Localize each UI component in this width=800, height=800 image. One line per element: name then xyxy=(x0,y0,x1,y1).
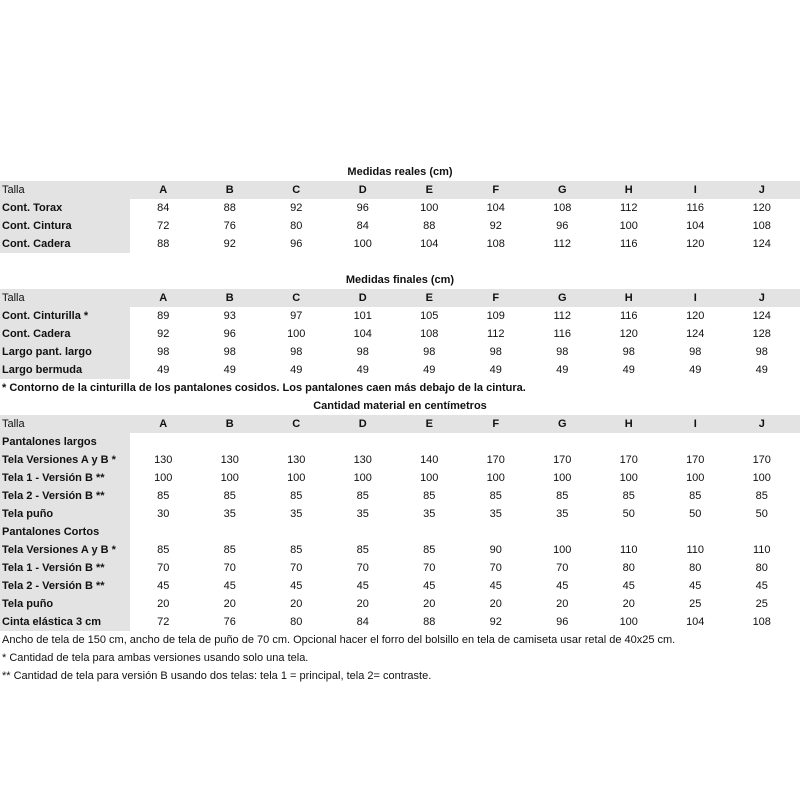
table-cell: 85 xyxy=(157,490,170,502)
table-row xyxy=(0,541,800,559)
table-cell: 45 xyxy=(689,580,702,592)
size-header: C xyxy=(292,292,301,304)
size-header: C xyxy=(292,418,301,430)
table-cell: 45 xyxy=(290,580,303,592)
table-cell: 92 xyxy=(157,328,170,340)
table-cell: 130 xyxy=(353,454,372,466)
table-cell: 101 xyxy=(353,310,372,322)
size-header: J xyxy=(758,184,765,196)
size-header: I xyxy=(693,418,697,430)
table-cell: 76 xyxy=(223,616,236,628)
size-header: E xyxy=(425,184,433,196)
table-cell: 80 xyxy=(755,562,768,574)
table-cell: 98 xyxy=(157,346,170,358)
table-cell: 49 xyxy=(489,364,502,376)
table-cell: 120 xyxy=(686,310,705,322)
table-row xyxy=(0,343,800,361)
table-cell: 49 xyxy=(423,364,436,376)
table-cell: 130 xyxy=(220,454,239,466)
table-cell: 140 xyxy=(420,454,439,466)
table-cell: 108 xyxy=(420,328,439,340)
table-cell: 112 xyxy=(486,328,505,340)
table-cell: 49 xyxy=(290,364,303,376)
table-cell: 85 xyxy=(755,490,768,502)
table-cell: 49 xyxy=(622,364,635,376)
table-cell: 30 xyxy=(157,508,170,520)
table-row xyxy=(0,577,800,595)
size-header: B xyxy=(225,418,234,430)
table-cell: 35 xyxy=(489,508,502,520)
table-cell: 100 xyxy=(619,472,638,484)
table-cell: 25 xyxy=(755,598,768,610)
size-header: D xyxy=(358,418,367,430)
row-label: Tela 2 - Versión B ** xyxy=(0,487,130,505)
spacer xyxy=(0,253,800,271)
size-header: H xyxy=(624,184,633,196)
table-cell: 108 xyxy=(752,220,771,232)
table-cell: 45 xyxy=(157,580,170,592)
table-cell: 20 xyxy=(556,598,569,610)
table-cell: 35 xyxy=(290,508,303,520)
group-label-pantalones-largos: Pantalones largos xyxy=(0,433,130,451)
table-cell: 70 xyxy=(489,562,502,574)
size-header: B xyxy=(225,292,234,304)
size-header: D xyxy=(358,292,367,304)
table-cell: 90 xyxy=(489,544,502,556)
table-cell: 84 xyxy=(157,202,170,214)
table-cell: 84 xyxy=(356,616,369,628)
table-cell: 45 xyxy=(556,580,569,592)
table-row xyxy=(0,451,800,469)
table-cell: 20 xyxy=(489,598,502,610)
row-label: Cont. Cintura xyxy=(0,217,130,235)
size-header: H xyxy=(624,418,633,430)
table-cell: 80 xyxy=(689,562,702,574)
row-label: Tela puño xyxy=(0,505,130,523)
table-cell: 104 xyxy=(353,328,372,340)
size-header: F xyxy=(492,184,500,196)
table-cell: 96 xyxy=(290,238,303,250)
table-cell: 100 xyxy=(287,472,306,484)
size-header: G xyxy=(557,418,567,430)
table-cell: 170 xyxy=(686,454,705,466)
table-cell: 98 xyxy=(755,346,768,358)
table-cell: 100 xyxy=(486,472,505,484)
footnote: * Cantidad de tela para ambas versiones usando solo una tela. xyxy=(2,652,309,664)
table-cell: 85 xyxy=(423,490,436,502)
table-cell: 98 xyxy=(290,346,303,358)
table-cell: 98 xyxy=(423,346,436,358)
size-header: D xyxy=(358,184,367,196)
table-cell: 80 xyxy=(622,562,635,574)
table-row xyxy=(0,613,800,631)
table-cell: 100 xyxy=(553,544,572,556)
table-cell: 35 xyxy=(556,508,569,520)
table-cell: 85 xyxy=(356,490,369,502)
table-cell: 96 xyxy=(556,220,569,232)
table-cell: 112 xyxy=(553,310,572,322)
table-cell: 97 xyxy=(290,310,303,322)
table1-header-row xyxy=(0,181,800,199)
table-cell: 130 xyxy=(287,454,306,466)
table-cell: 100 xyxy=(553,472,572,484)
size-header: A xyxy=(159,292,168,304)
table-cell: 45 xyxy=(489,580,502,592)
table-cell: 85 xyxy=(689,490,702,502)
row-label: Cont. Cadera xyxy=(0,235,130,253)
table-cell: 120 xyxy=(619,328,638,340)
table-cell: 104 xyxy=(686,220,705,232)
table-cell: 100 xyxy=(686,472,705,484)
row-label: Tela Versiones A y B * xyxy=(0,451,130,469)
table-cell: 92 xyxy=(489,220,502,232)
table-cell: 116 xyxy=(686,202,705,214)
measurement-sheet xyxy=(0,163,800,685)
table-cell: 80 xyxy=(290,616,303,628)
table-cell: 50 xyxy=(622,508,635,520)
table-cell: 108 xyxy=(486,238,505,250)
table-cell: 104 xyxy=(686,616,705,628)
size-header: H xyxy=(624,292,633,304)
row-label: Tela 1 - Versión B ** xyxy=(0,559,130,577)
table-cell: 100 xyxy=(420,472,439,484)
table-cell: 49 xyxy=(755,364,768,376)
row-label: Cinta elástica 3 cm xyxy=(0,613,130,631)
table-cell: 98 xyxy=(556,346,569,358)
table-cell: 130 xyxy=(154,454,173,466)
table-row xyxy=(0,487,800,505)
table-cell: 70 xyxy=(223,562,236,574)
table-cell: 49 xyxy=(556,364,569,376)
table2-header-row xyxy=(0,289,800,307)
table-cell: 112 xyxy=(553,238,572,250)
size-header: J xyxy=(758,292,765,304)
table-cell: 49 xyxy=(356,364,369,376)
table-cell: 88 xyxy=(423,220,436,232)
table-cell: 96 xyxy=(223,328,236,340)
table-cell: 50 xyxy=(755,508,768,520)
table-cell: 72 xyxy=(157,220,170,232)
table-cell: 124 xyxy=(686,328,705,340)
row-label: Largo bermuda xyxy=(0,361,130,379)
row-label: Tela 1 - Versión B ** xyxy=(0,469,130,487)
table-cell: 49 xyxy=(689,364,702,376)
table-row xyxy=(0,595,800,613)
size-header: A xyxy=(159,418,168,430)
table-cell: 96 xyxy=(556,616,569,628)
table-row xyxy=(0,307,800,325)
row-label: Largo pant. largo xyxy=(0,343,130,361)
table-cell: 35 xyxy=(356,508,369,520)
table-cell: 100 xyxy=(420,202,439,214)
table-cell: 124 xyxy=(752,310,771,322)
table1-title: Medidas reales (cm) xyxy=(347,166,453,178)
table-cell: 85 xyxy=(223,544,236,556)
table-cell: 100 xyxy=(287,328,306,340)
table-cell: 100 xyxy=(154,472,173,484)
table-cell: 85 xyxy=(423,544,436,556)
table-cell: 72 xyxy=(157,616,170,628)
table-cell: 98 xyxy=(356,346,369,358)
table-cell: 170 xyxy=(619,454,638,466)
table-cell: 35 xyxy=(423,508,436,520)
table-cell: 35 xyxy=(223,508,236,520)
table-cell: 88 xyxy=(157,238,170,250)
table-cell: 20 xyxy=(356,598,369,610)
table-cell: 108 xyxy=(553,202,572,214)
table-cell: 116 xyxy=(619,310,638,322)
table-cell: 85 xyxy=(290,490,303,502)
table-row xyxy=(0,469,800,487)
table-cell: 170 xyxy=(752,454,771,466)
table-cell: 70 xyxy=(157,562,170,574)
size-header: E xyxy=(425,418,433,430)
table-cell: 104 xyxy=(486,202,505,214)
size-header: A xyxy=(159,184,168,196)
table-cell: 20 xyxy=(290,598,303,610)
table-cell: 105 xyxy=(420,310,439,322)
table-cell: 116 xyxy=(553,328,572,340)
table-cell: 50 xyxy=(689,508,702,520)
table-cell: 85 xyxy=(157,544,170,556)
table-cell: 93 xyxy=(223,310,236,322)
size-header: B xyxy=(225,184,234,196)
table3-header-row xyxy=(0,415,800,433)
table-cell: 100 xyxy=(752,472,771,484)
table-cell: 100 xyxy=(220,472,239,484)
table-cell: 110 xyxy=(619,544,638,556)
table-cell: 89 xyxy=(157,310,170,322)
table-cell: 85 xyxy=(489,490,502,502)
table-cell: 85 xyxy=(622,490,635,502)
table-cell: 124 xyxy=(752,238,771,250)
table-cell: 85 xyxy=(556,490,569,502)
table-cell: 70 xyxy=(290,562,303,574)
table-cell: 128 xyxy=(752,328,771,340)
table-cell: 120 xyxy=(686,238,705,250)
row-label: Tela puño xyxy=(0,595,130,613)
table-cell: 170 xyxy=(553,454,572,466)
table-cell: 70 xyxy=(556,562,569,574)
table-cell: 85 xyxy=(223,490,236,502)
table-cell: 98 xyxy=(223,346,236,358)
table-cell: 49 xyxy=(157,364,170,376)
table-cell: 112 xyxy=(619,202,638,214)
table-cell: 104 xyxy=(420,238,439,250)
size-header: C xyxy=(292,184,301,196)
table-cell: 84 xyxy=(356,220,369,232)
size-header: G xyxy=(557,184,567,196)
table-cell: 70 xyxy=(423,562,436,574)
table-cell: 88 xyxy=(423,616,436,628)
table-cell: 80 xyxy=(290,220,303,232)
row-label: Cont. Torax xyxy=(0,199,130,217)
table-cell: 108 xyxy=(752,616,771,628)
table-cell: 85 xyxy=(290,544,303,556)
table-cell: 98 xyxy=(689,346,702,358)
row-label: Cont. Cinturilla * xyxy=(0,307,130,325)
footnote: ** Cantidad de tela para versión B usando dos telas: tela 1 = principal, tela 2= contraste. xyxy=(2,670,432,682)
table-cell: 96 xyxy=(356,202,369,214)
row-label: Tela 2 - Versión B ** xyxy=(0,577,130,595)
table-cell: 20 xyxy=(223,598,236,610)
table2-title: Medidas finales (cm) xyxy=(345,274,455,286)
table-cell: 20 xyxy=(622,598,635,610)
row-label: Tela Versiones A y B * xyxy=(0,541,130,559)
table-cell: 88 xyxy=(223,202,236,214)
table-row xyxy=(0,361,800,379)
table-cell: 110 xyxy=(752,544,771,556)
table-cell: 92 xyxy=(290,202,303,214)
table-cell: 20 xyxy=(423,598,436,610)
table-cell: 45 xyxy=(622,580,635,592)
table-row xyxy=(0,235,800,253)
table-cell: 76 xyxy=(223,220,236,232)
header-label: Talla xyxy=(2,292,25,304)
table-cell: 49 xyxy=(223,364,236,376)
group-label-pantalones-cortos: Pantalones Cortos xyxy=(0,523,130,541)
table-cell: 92 xyxy=(223,238,236,250)
size-header: F xyxy=(492,292,500,304)
footnote: Ancho de tela de 150 cm, ancho de tela de puño de 70 cm. Opcional hacer el forro del bolsillo en tela de camiseta usar retal de 40x25 cm. xyxy=(2,634,676,646)
table-cell: 98 xyxy=(489,346,502,358)
size-header: E xyxy=(425,292,433,304)
size-header: I xyxy=(693,184,697,196)
size-header: G xyxy=(557,292,567,304)
table-cell: 45 xyxy=(755,580,768,592)
table-cell: 45 xyxy=(356,580,369,592)
table-row xyxy=(0,505,800,523)
size-header: I xyxy=(693,292,697,304)
table-row xyxy=(0,199,800,217)
table-cell: 25 xyxy=(689,598,702,610)
header-label: Talla xyxy=(2,184,25,196)
table-cell: 100 xyxy=(619,616,638,628)
table-row xyxy=(0,325,800,343)
table-cell: 170 xyxy=(486,454,505,466)
table-row xyxy=(0,559,800,577)
row-label: Cont. Cadera xyxy=(0,325,130,343)
table-cell: 116 xyxy=(619,238,638,250)
size-header: F xyxy=(492,418,500,430)
table-cell: 45 xyxy=(423,580,436,592)
table-cell: 85 xyxy=(356,544,369,556)
header-label: Talla xyxy=(2,418,25,430)
table-cell: 45 xyxy=(223,580,236,592)
table-cell: 100 xyxy=(353,238,372,250)
table2-note: * Contorno de la cinturilla de los pantalones cosidos. Los pantalones caen más debajo de la cintura. xyxy=(2,382,526,394)
table-cell: 120 xyxy=(752,202,771,214)
table-cell: 100 xyxy=(353,472,372,484)
table-cell: 70 xyxy=(356,562,369,574)
table-cell: 109 xyxy=(486,310,505,322)
table-row xyxy=(0,217,800,235)
size-header: J xyxy=(758,418,765,430)
table-cell: 92 xyxy=(489,616,502,628)
table-cell: 100 xyxy=(619,220,638,232)
table-cell: 20 xyxy=(157,598,170,610)
table3-title: Cantidad material en centímetros xyxy=(313,400,487,412)
table-cell: 98 xyxy=(622,346,635,358)
table-cell: 110 xyxy=(686,544,705,556)
